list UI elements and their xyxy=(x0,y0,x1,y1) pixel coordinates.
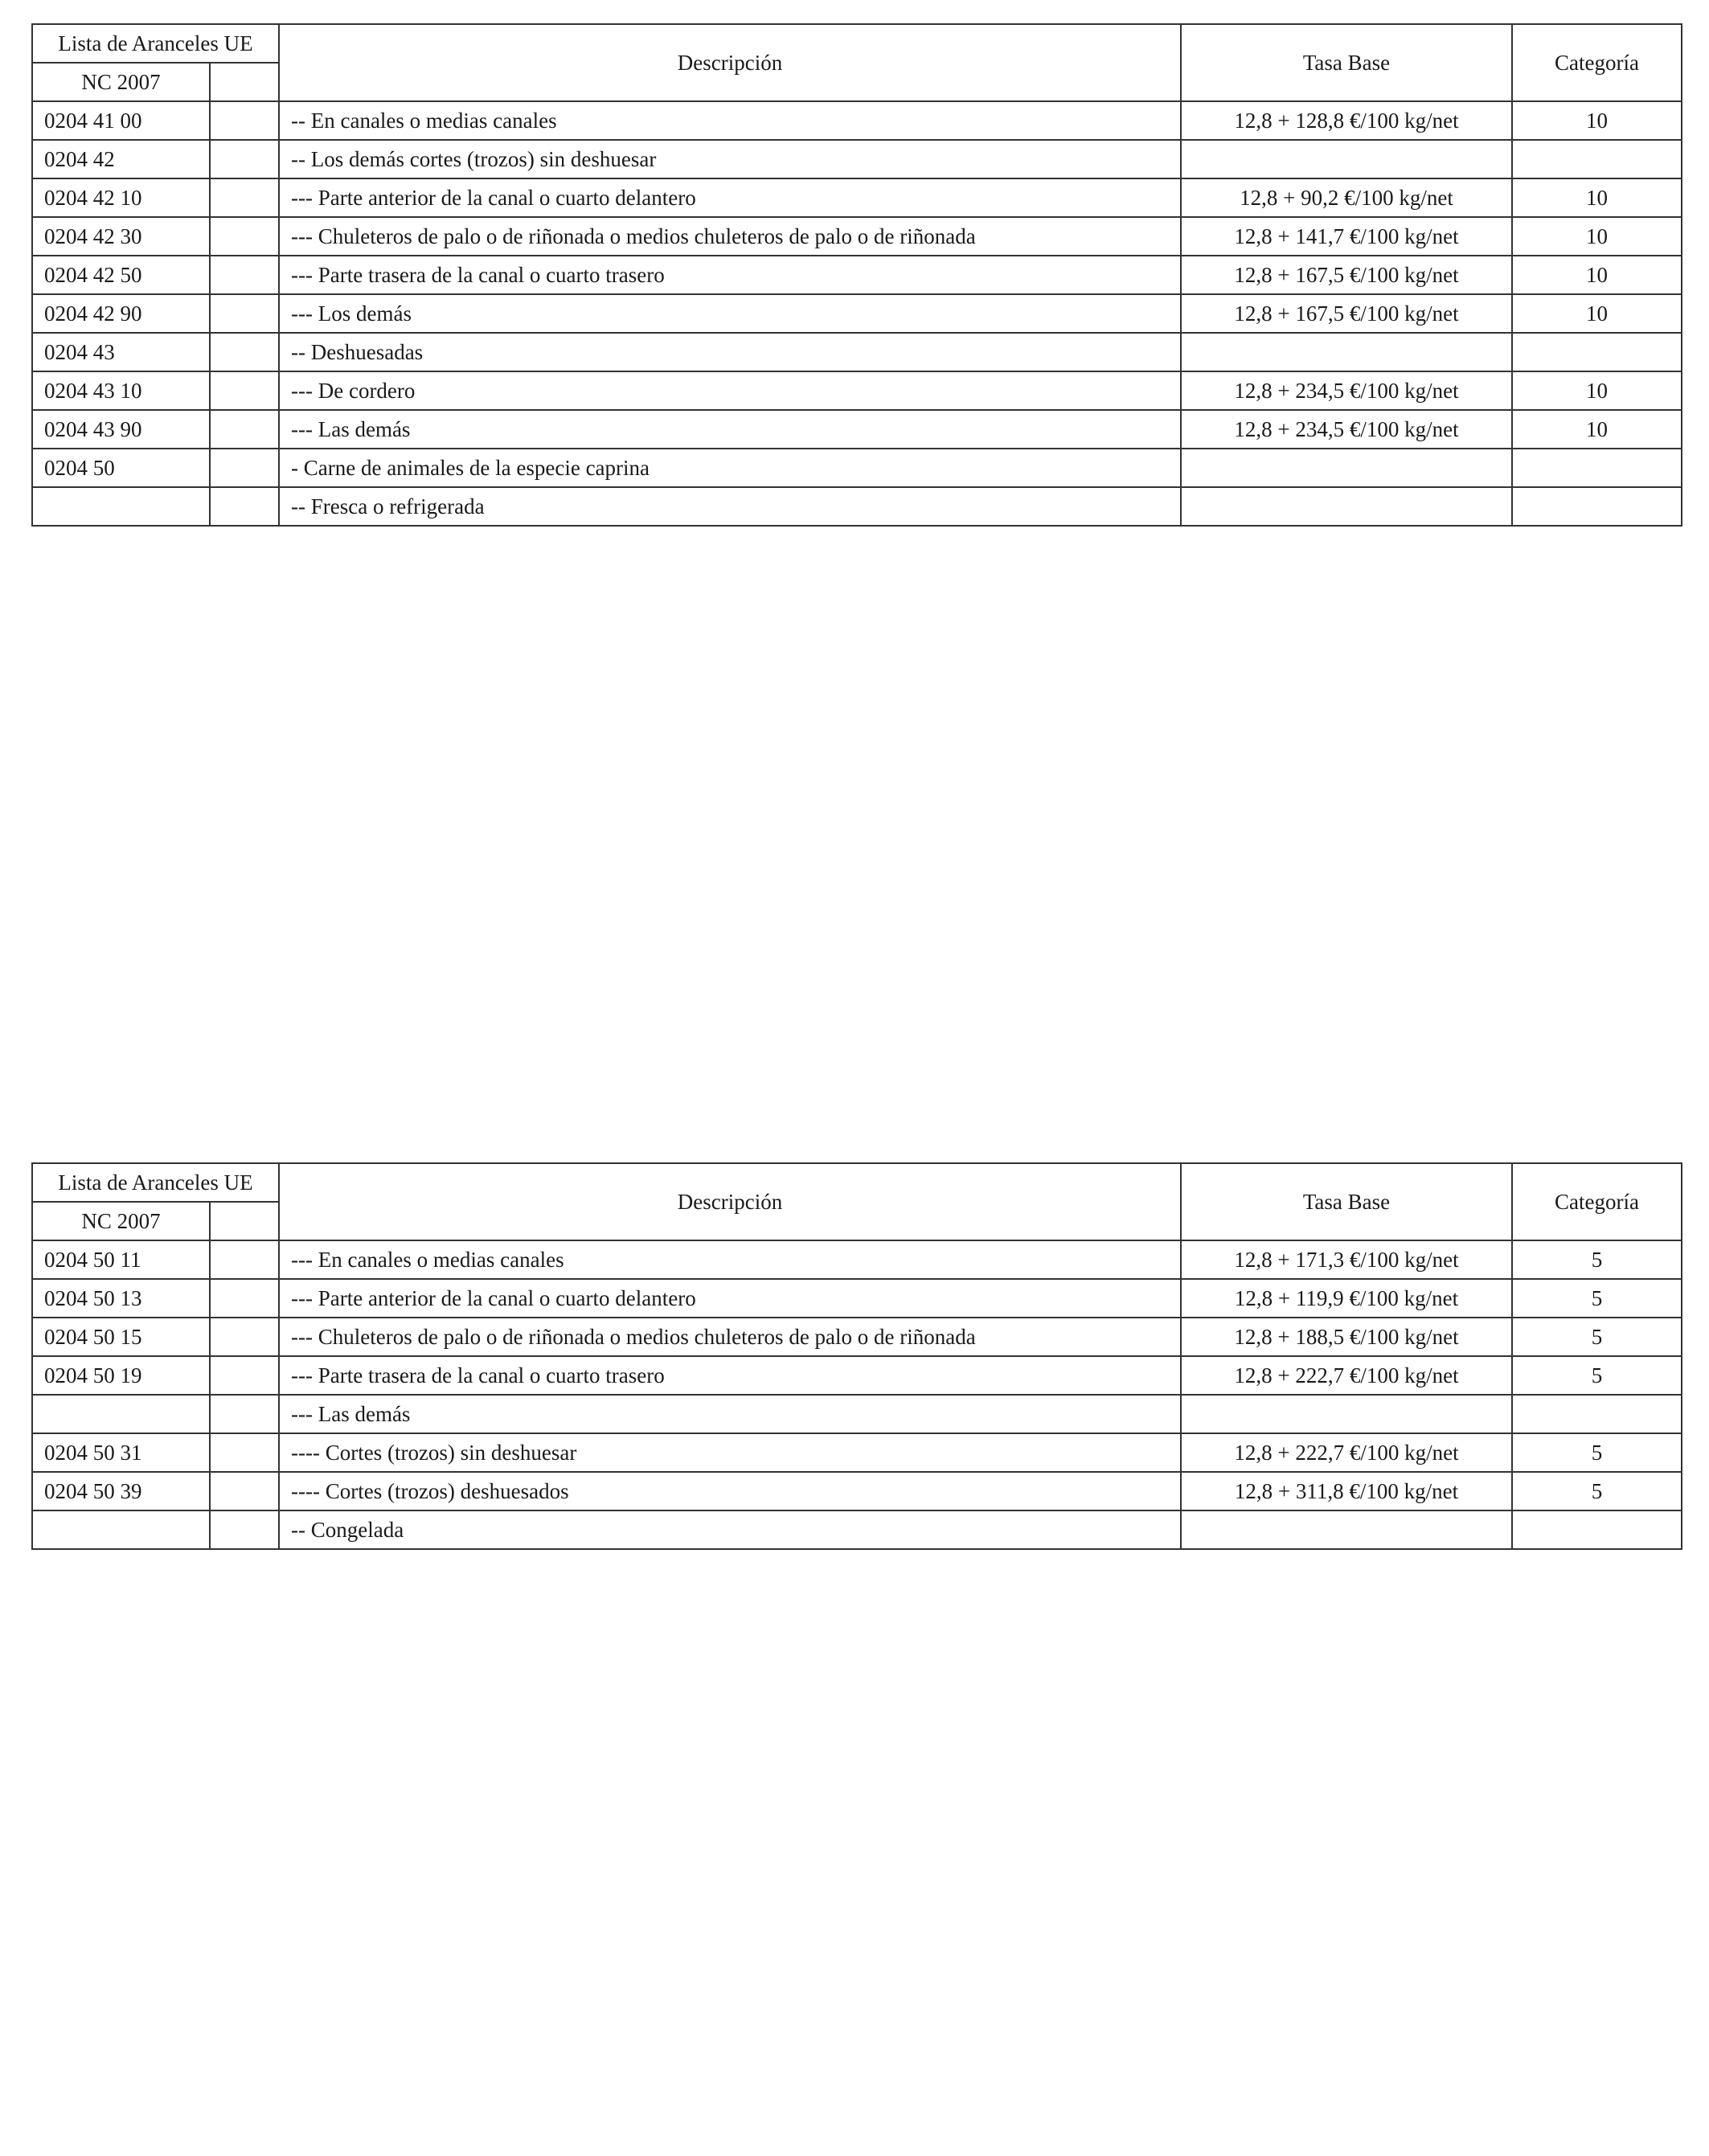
base-rate-cell: 12,8 + 119,9 €/100 kg/net xyxy=(1181,1279,1512,1318)
nc-code-cell: 0204 50 15 xyxy=(32,1318,210,1356)
table-row xyxy=(32,1240,1682,1279)
category-cell xyxy=(1512,487,1682,526)
nc-code-cell: 0204 50 11 xyxy=(32,1240,210,1279)
table-row xyxy=(32,1318,1682,1356)
table-row xyxy=(32,410,1682,449)
description-cell: ---- Cortes (trozos) sin deshuesar xyxy=(279,1433,1181,1472)
description-cell: -- En canales o medias canales xyxy=(279,101,1181,140)
category-cell: 10 xyxy=(1512,256,1682,294)
table-row xyxy=(32,1510,1682,1549)
extra-cell xyxy=(210,217,279,256)
header-list-label: Lista de Aranceles UE xyxy=(32,1163,279,1202)
table-row xyxy=(32,487,1682,526)
nc-code-cell: 0204 43 xyxy=(32,333,210,371)
header-category: Categoría xyxy=(1512,24,1682,101)
description-cell: --- Parte trasera de la canal o cuarto trasero xyxy=(279,256,1181,294)
table-row xyxy=(32,1356,1682,1395)
nc-code-cell: 0204 50 19 xyxy=(32,1356,210,1395)
extra-cell xyxy=(210,256,279,294)
base-rate-cell xyxy=(1181,1510,1512,1549)
category-cell: 5 xyxy=(1512,1356,1682,1395)
base-rate-cell: 12,8 + 128,8 €/100 kg/net xyxy=(1181,101,1512,140)
header-blank-cell xyxy=(210,1202,279,1240)
table-row xyxy=(32,449,1682,487)
extra-cell xyxy=(210,1356,279,1395)
table-row xyxy=(32,178,1682,217)
nc-code-cell: 0204 43 10 xyxy=(32,371,210,410)
extra-cell xyxy=(210,1279,279,1318)
base-rate-cell: 12,8 + 171,3 €/100 kg/net xyxy=(1181,1240,1512,1279)
base-rate-cell xyxy=(1181,1395,1512,1433)
base-rate-cell: 12,8 + 311,8 €/100 kg/net xyxy=(1181,1472,1512,1510)
extra-cell xyxy=(210,1395,279,1433)
nc-code-cell xyxy=(32,487,210,526)
tariff-table-2 xyxy=(31,1162,1682,1550)
category-cell: 5 xyxy=(1512,1318,1682,1356)
table-row xyxy=(32,140,1682,178)
header-blank-cell xyxy=(210,63,279,101)
base-rate-cell: 12,8 + 222,7 €/100 kg/net xyxy=(1181,1433,1512,1472)
category-cell xyxy=(1512,140,1682,178)
extra-cell xyxy=(210,101,279,140)
category-cell xyxy=(1512,1395,1682,1433)
table-row xyxy=(32,1395,1682,1433)
description-cell: --- Parte anterior de la canal o cuarto delantero xyxy=(279,1279,1181,1318)
description-cell: ---- Cortes (trozos) deshuesados xyxy=(279,1472,1181,1510)
extra-cell xyxy=(210,487,279,526)
description-cell: --- Las demás xyxy=(279,1395,1181,1433)
base-rate-cell: 12,8 + 90,2 €/100 kg/net xyxy=(1181,178,1512,217)
base-rate-cell xyxy=(1181,449,1512,487)
extra-cell xyxy=(210,1472,279,1510)
table-row xyxy=(32,1472,1682,1510)
description-cell: --- Chuleteros de palo o de riñonada o medios chuleteros de palo o de riñonada xyxy=(279,1318,1181,1356)
header-nc-label: NC 2007 xyxy=(32,63,210,101)
category-cell: 10 xyxy=(1512,410,1682,449)
category-cell: 5 xyxy=(1512,1240,1682,1279)
header-base-rate: Tasa Base xyxy=(1181,1163,1512,1240)
description-cell: --- Parte anterior de la canal o cuarto delantero xyxy=(279,178,1181,217)
nc-code-cell xyxy=(32,1395,210,1433)
nc-code-cell: 0204 42 10 xyxy=(32,178,210,217)
table-row xyxy=(32,1433,1682,1472)
extra-cell xyxy=(210,1240,279,1279)
base-rate-cell: 12,8 + 167,5 €/100 kg/net xyxy=(1181,256,1512,294)
base-rate-cell xyxy=(1181,140,1512,178)
base-rate-cell: 12,8 + 188,5 €/100 kg/net xyxy=(1181,1318,1512,1356)
extra-cell xyxy=(210,449,279,487)
category-cell: 10 xyxy=(1512,101,1682,140)
extra-cell xyxy=(210,294,279,333)
table-row xyxy=(32,1279,1682,1318)
nc-code-cell: 0204 50 39 xyxy=(32,1472,210,1510)
nc-code-cell: 0204 43 90 xyxy=(32,410,210,449)
extra-cell xyxy=(210,410,279,449)
table-row xyxy=(32,294,1682,333)
nc-code-cell: 0204 50 xyxy=(32,449,210,487)
category-cell xyxy=(1512,333,1682,371)
header-nc-label: NC 2007 xyxy=(32,1202,210,1240)
base-rate-cell: 12,8 + 222,7 €/100 kg/net xyxy=(1181,1356,1512,1395)
category-cell: 10 xyxy=(1512,294,1682,333)
base-rate-cell xyxy=(1181,333,1512,371)
category-cell: 5 xyxy=(1512,1472,1682,1510)
description-cell: --- Chuleteros de palo o de riñonada o medios chuleteros de palo o de riñonada xyxy=(279,217,1181,256)
tariff-table-1 xyxy=(31,23,1682,527)
description-cell: --- Parte trasera de la canal o cuarto trasero xyxy=(279,1356,1181,1395)
extra-cell xyxy=(210,333,279,371)
table-row xyxy=(32,333,1682,371)
category-cell xyxy=(1512,449,1682,487)
nc-code-cell: 0204 42 50 xyxy=(32,256,210,294)
description-cell: -- Congelada xyxy=(279,1510,1181,1549)
description-cell: --- De cordero xyxy=(279,371,1181,410)
table-row xyxy=(32,256,1682,294)
nc-code-cell: 0204 50 13 xyxy=(32,1279,210,1318)
extra-cell xyxy=(210,140,279,178)
header-description: Descripción xyxy=(279,1163,1181,1240)
nc-code-cell: 0204 42 90 xyxy=(32,294,210,333)
extra-cell xyxy=(210,1433,279,1472)
header-base-rate: Tasa Base xyxy=(1181,24,1512,101)
nc-code-cell: 0204 50 31 xyxy=(32,1433,210,1472)
header-category: Categoría xyxy=(1512,1163,1682,1240)
description-cell: --- En canales o medias canales xyxy=(279,1240,1181,1279)
extra-cell xyxy=(210,1318,279,1356)
category-cell: 10 xyxy=(1512,178,1682,217)
description-cell: - Carne de animales de la especie caprina xyxy=(279,449,1181,487)
description-cell: -- Deshuesadas xyxy=(279,333,1181,371)
category-cell: 10 xyxy=(1512,371,1682,410)
nc-code-cell: 0204 42 xyxy=(32,140,210,178)
description-cell: -- Los demás cortes (trozos) sin deshuesar xyxy=(279,140,1181,178)
description-cell: -- Fresca o refrigerada xyxy=(279,487,1181,526)
description-cell: --- Los demás xyxy=(279,294,1181,333)
header-list-label: Lista de Aranceles UE xyxy=(32,24,279,63)
base-rate-cell: 12,8 + 167,5 €/100 kg/net xyxy=(1181,294,1512,333)
extra-cell xyxy=(210,178,279,217)
base-rate-cell xyxy=(1181,487,1512,526)
description-cell: --- Las demás xyxy=(279,410,1181,449)
category-cell xyxy=(1512,1510,1682,1549)
base-rate-cell: 12,8 + 141,7 €/100 kg/net xyxy=(1181,217,1512,256)
category-cell: 10 xyxy=(1512,217,1682,256)
table-row xyxy=(32,101,1682,140)
nc-code-cell: 0204 41 00 xyxy=(32,101,210,140)
base-rate-cell: 12,8 + 234,5 €/100 kg/net xyxy=(1181,371,1512,410)
category-cell: 5 xyxy=(1512,1279,1682,1318)
table-row xyxy=(32,371,1682,410)
base-rate-cell: 12,8 + 234,5 €/100 kg/net xyxy=(1181,410,1512,449)
category-cell: 5 xyxy=(1512,1433,1682,1472)
nc-code-cell: 0204 42 30 xyxy=(32,217,210,256)
header-description: Descripción xyxy=(279,24,1181,101)
nc-code-cell xyxy=(32,1510,210,1549)
table-row xyxy=(32,217,1682,256)
extra-cell xyxy=(210,371,279,410)
extra-cell xyxy=(210,1510,279,1549)
